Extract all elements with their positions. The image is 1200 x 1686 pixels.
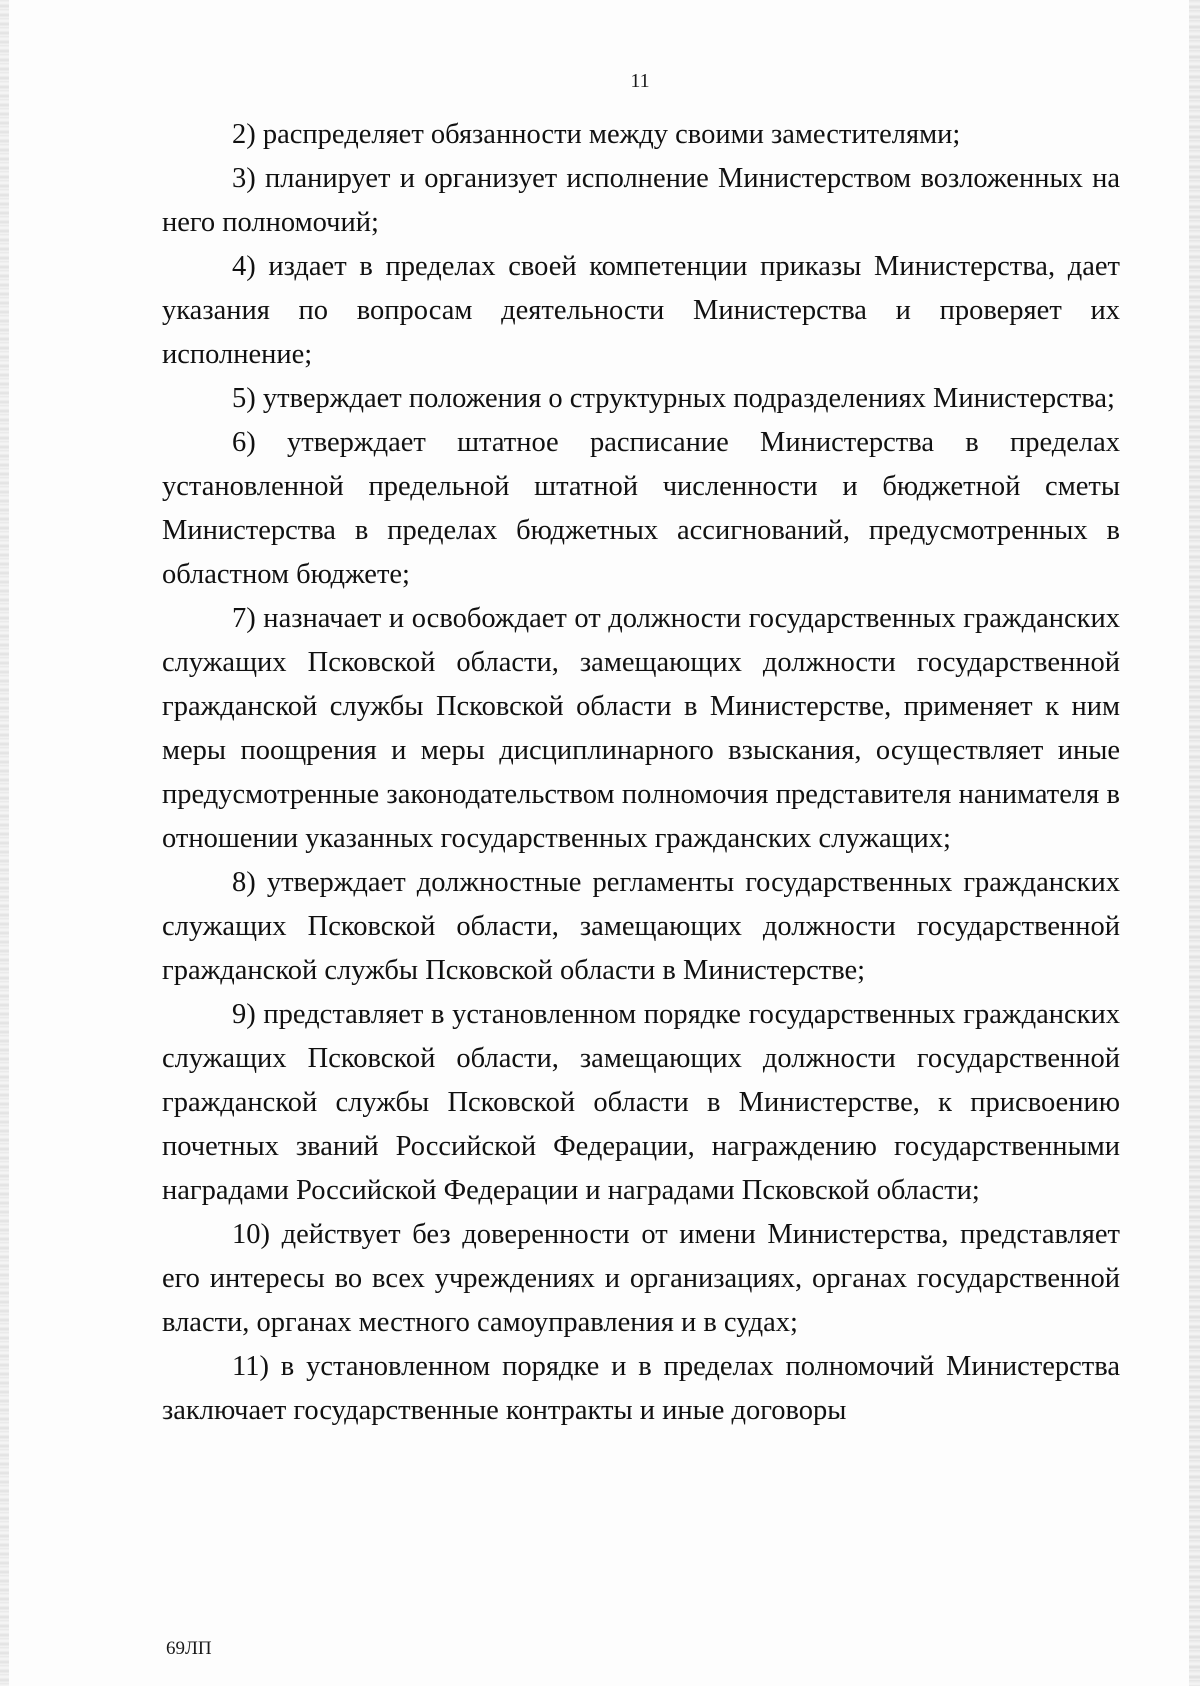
scan-edge-left — [0, 0, 9, 1686]
paragraph-item-3: 3) планирует и организует исполнение Министерством возложенных на него полномочий; — [162, 163, 1120, 238]
paragraph-item-10: 10) действует без доверенности от имени Министерства, представляет его интересы во всех учреждениях и организациях, органах государственной власти, органах местного самоуправления и в судах; — [162, 1219, 1120, 1338]
page-number: 11 — [630, 70, 650, 92]
paragraph-item-4: 4) издает в пределах своей компетенции приказы Министерства, дает указания по вопросам деятельности Министерства и проверяет их исполнение; — [162, 251, 1120, 370]
paragraph-item-7: 7) назначает и освобождает от должности государственных гражданских служащих Псковской области, замещающих должности государственной гражданской службы Псковской области в Министерстве, применяет к ним меры поощрения и меры дисциплинарного взыскания, осуществляет иные предусмотренные законодательством полномочия представителя нанимателя в отношении указанных государственных гражданских служащих; — [162, 603, 1120, 854]
document-body — [162, 113, 1120, 1433]
scan-edge-right — [1189, 0, 1200, 1686]
paragraph-item-9: 9) представляет в установленном порядке государственных гражданских служащих Псковской области, замещающих должности государственной гражданской службы Псковской области в Министерстве, к присвоению почетных званий Российской Федерации, награждению государственными наградами Российской Федерации и наградами Псковской области; — [162, 999, 1120, 1206]
paragraph-item-2: 2) распределяет обязанности между своими заместителями; — [232, 119, 961, 150]
paragraph-item-8: 8) утверждает должностные регламенты государственных гражданских служащих Псковской области, замещающих должности государственной гражданской службы Псковской области в Министерстве; — [162, 867, 1120, 986]
document-code: 69ЛП — [166, 1638, 212, 1659]
paragraph-item-5: 5) утверждает положения о структурных подразделениях Министерства; — [232, 383, 1115, 414]
paragraph-item-6: 6) утверждает штатное расписание Министерства в пределах установленной предельной штатной численности и бюджетной сметы Министерства в пределах бюджетных ассигнований, предусмотренных в областном бюджете; — [162, 427, 1120, 590]
paragraph-item-11: 11) в установленном порядке и в пределах полномочий Министерства заключает государственные контракты и иные договоры — [162, 1351, 1120, 1426]
